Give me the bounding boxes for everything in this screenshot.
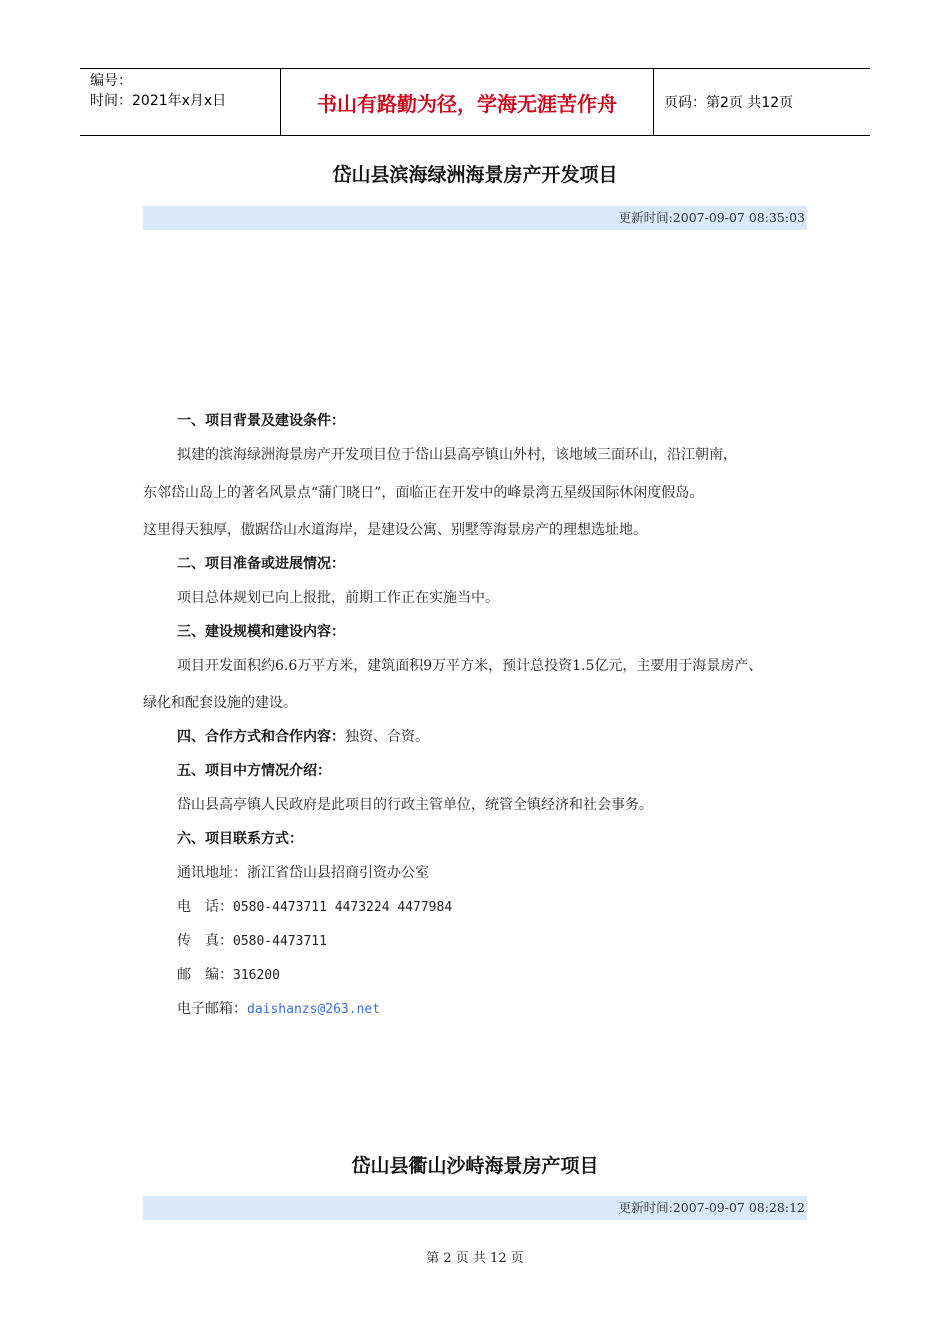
- contact-address: 通讯地址：浙江省岱山县招商引资办公室: [177, 865, 429, 881]
- header-motto: 书山有路勤为径，学海无涯苦作舟: [281, 69, 654, 135]
- section-line: [177, 726, 429, 746]
- section-heading: 三、建设规模和建设内容：: [177, 624, 345, 640]
- contact-post: [177, 964, 280, 984]
- fax-value: 0580-4473711: [233, 934, 327, 949]
- section-heading: 五、项目中方情况介绍：: [177, 763, 331, 779]
- post-label: 邮 编：: [177, 967, 233, 983]
- section-heading: 六、项目联系方式：: [177, 831, 303, 847]
- fax-label: 传 真：: [177, 933, 233, 949]
- email-link[interactable]: daishanzs@263.net: [247, 1002, 381, 1017]
- header-meta: [80, 69, 281, 135]
- email-label: 电子邮箱：: [177, 1001, 247, 1017]
- paragraph-line: 这里得天独厚，傲踞岱山水道海岸，是建设公寓、别墅等海景房产的理想选址地。: [143, 522, 647, 538]
- post-value: 316200: [233, 968, 280, 983]
- paragraph-line: 拟建的滨海绿洲海景房产开发项目位于岱山县高亭镇山外村，该地域三面环山，沿江朝南，: [177, 447, 737, 463]
- paragraph-line: 绿化和配套设施的建设。: [143, 695, 297, 711]
- paragraph-line: 项目开发面积约6.6万平方米，建筑面积9万平方米，预计总投资1.5亿元，主要用于海景房产、: [177, 658, 763, 674]
- section-value: 独资、合资。: [345, 729, 429, 745]
- phone-label: 电 话：: [177, 899, 233, 915]
- section-heading: 一、项目背景及建设条件：: [177, 413, 345, 429]
- paragraph-line: 项目总体规划已向上报批，前期工作正在实施当中。: [177, 590, 499, 606]
- project2-update-bar: 更新时间:2007-09-07 08:28:12: [143, 1196, 807, 1220]
- paragraph-line: 岱山县高亭镇人民政府是此项目的行政主管单位，统管全镇经济和社会事务。: [177, 797, 653, 813]
- contact-phone: [177, 896, 452, 916]
- header-page-info: 页码：第2页 共12页: [664, 95, 794, 111]
- project1-update-bar: 更新时间:2007-09-07 08:35:03: [143, 206, 807, 230]
- project1-title: 岱山县滨海绿洲海景房产开发项目: [332, 164, 618, 186]
- header-table: [80, 68, 870, 136]
- page-footer: 第 2 页 共 12 页: [426, 1251, 524, 1266]
- section-heading: 二、项目准备或进展情况：: [177, 556, 345, 572]
- document-date: 时间：2021年x月x日: [90, 93, 227, 109]
- section-heading: 四、合作方式和合作内容：: [177, 729, 345, 745]
- project2-title: 岱山县衢山沙峙海景房产项目: [351, 1155, 599, 1177]
- phone-value: 0580-4473711 4473224 4477984: [233, 900, 453, 915]
- contact-email: [177, 998, 380, 1018]
- contact-fax: [177, 930, 327, 950]
- document-number-label: 编号：: [90, 73, 132, 89]
- paragraph-line: 东邻岱山岛上的著名风景点“蒲门晓日”，面临正在开发中的峰景湾五星级国际休闲度假岛。: [143, 485, 704, 501]
